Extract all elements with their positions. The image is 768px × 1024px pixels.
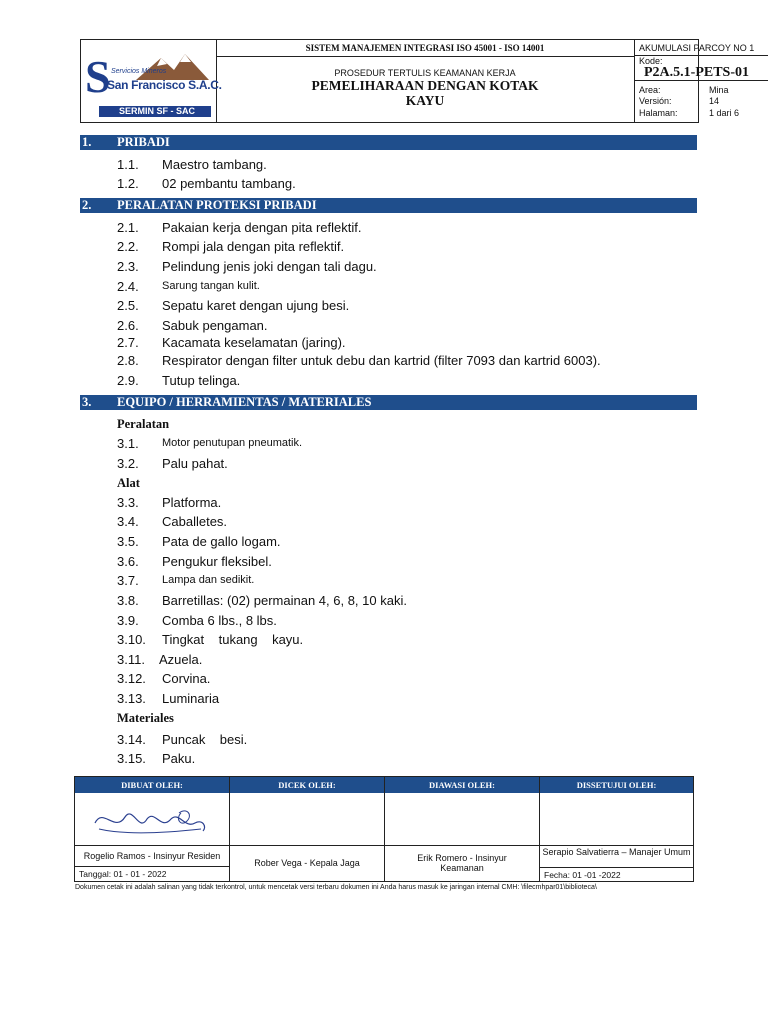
item-text: Pata de gallo logam.: [162, 534, 281, 549]
item-number: 2.3.: [117, 259, 139, 274]
item-number: 3.3.: [117, 495, 139, 510]
item-number: 3.5.: [117, 534, 139, 549]
item-text: Puncak besi.: [162, 732, 248, 747]
item-text: Tutup telinga.: [162, 373, 241, 388]
item-number: 2.8.: [117, 353, 139, 368]
item-text: Rompi jala dengan pita reflektif.: [162, 239, 345, 254]
column-header: DIAWASI OLEH:: [385, 777, 539, 793]
item-text: Luminaria: [162, 691, 220, 706]
signature-column-checked: [230, 777, 385, 881]
section-number: 1.: [82, 135, 92, 149]
kode-value: P2A.5.1-PETS-01: [644, 65, 749, 80]
signature-area: [75, 793, 229, 846]
signature-date: Tanggal: 01 - 01 - 2022: [75, 866, 229, 881]
signature-column-created: [75, 777, 230, 881]
item-number: 3.13.: [117, 691, 146, 706]
item-text: Palu pahat.: [162, 456, 228, 471]
signature-column-approved: [540, 777, 693, 881]
signature-table: [74, 776, 694, 882]
item-text: Platforma.: [162, 495, 222, 510]
item-number: 2.5.: [117, 298, 139, 313]
item-text: Paku.: [162, 751, 196, 766]
signature-date: Fecha: 01 -01 -2022: [540, 867, 693, 882]
svg-text:S: S: [85, 51, 111, 102]
column-header: DISSETUJUI OLEH:: [540, 777, 693, 793]
signer-name: Rogelio Ramos - Insinyur Residen: [83, 851, 221, 861]
version-row: [639, 96, 720, 107]
item-number: 3.7.: [117, 573, 139, 588]
document-subtitle: PROSEDUR TERTULIS KEAMANAN KERJA: [334, 68, 516, 78]
signature-column-supervised: [385, 777, 540, 881]
item-number: 3.15.: [117, 751, 146, 766]
item-text: Sarung tangan kulit.: [162, 280, 260, 292]
system-name: SISTEM MANAJEMEN INTEGRASI ISO 45001 - ISO 14001: [216, 40, 634, 57]
item-number: 1.2.: [117, 176, 139, 191]
item-text: Pengukur fleksibel.: [162, 554, 272, 569]
item-text: Motor penutupan pneumatik.: [162, 437, 303, 449]
item-text: Corvina.: [162, 671, 211, 686]
item-text: Caballetes.: [162, 514, 228, 529]
item-number: 3.11.: [117, 652, 145, 667]
area-label: Area:: [639, 85, 661, 95]
kode-label: Kode:: [639, 56, 663, 66]
item-number: 2.6.: [117, 318, 139, 333]
signer-name: Rober Vega - Kepala Jaga: [254, 858, 360, 868]
section-title: PRIBADI: [117, 135, 170, 149]
item-text: Lampa dan sedikit.: [162, 574, 255, 586]
item-number: 2.1.: [117, 220, 139, 235]
section-title: PERALATAN PROTEKSI PRIBADI: [117, 198, 317, 212]
area-row: [639, 85, 729, 96]
item-text: Sabuk pengaman.: [162, 318, 268, 333]
document-title: PEMELIHARAAN DENGAN KOTAK KAYU: [311, 78, 539, 108]
item-text: Azuela.: [159, 652, 203, 667]
signature-area: [385, 793, 539, 846]
section-bar-2: [80, 198, 697, 213]
area-value: Mina: [709, 85, 729, 95]
item-number: 3.8.: [117, 593, 139, 608]
item-text: Barretillas: (02) permainan 4, 6, 8, 10 kaki.: [162, 593, 407, 608]
handwritten-signature: [75, 793, 225, 845]
item-number: 2.2.: [117, 239, 139, 254]
item-number: 3.10.: [117, 632, 146, 647]
item-number: 3.2.: [117, 456, 139, 471]
signature-area: [230, 793, 384, 846]
page-value: 1 dari 6: [709, 108, 740, 118]
item-number: 3.14.: [117, 732, 146, 747]
item-text: Respirator dengan filter untuk debu dan kartrid (filter 7093 dan kartrid 6003).: [162, 353, 601, 368]
item-number: 2.4.: [117, 279, 139, 294]
logo-text-line1: Servicios Mineros: [111, 68, 167, 75]
item-number: 3.1.: [117, 436, 139, 451]
section-number: 3.: [82, 395, 92, 409]
version-label: Versión:: [639, 96, 672, 106]
footer-disclaimer: Dokumen cetak ini adalah salinan yang tidak terkontrol, untuk mencetak versi terbaru dokumen ini Anda harus masuk ke jaringan internal CMH: \filecmhpar01\biblioteca\: [75, 884, 597, 891]
signer-name: Erik Romero - Insinyur Keamanan: [417, 853, 507, 873]
section-title: EQUIPO / HERRAMIENTAS / MATERIALES: [117, 395, 372, 409]
signer-name: Serapio Salvatierra – Manajer Umum: [542, 847, 691, 857]
section-bar-1: [80, 135, 697, 150]
item-number: 2.9.: [117, 373, 139, 388]
version-value: 14: [709, 96, 720, 106]
document-header: [80, 39, 755, 123]
subheading-alat: Alat: [117, 476, 140, 490]
item-number: 3.4.: [117, 514, 139, 529]
item-text: Maestro tambang.: [162, 157, 267, 172]
item-number: 2.7.: [117, 335, 139, 350]
page-label: Halaman:: [639, 108, 678, 118]
page-row: [639, 108, 740, 119]
section-bar-3: [80, 395, 697, 410]
subheading-materiales: Materiales: [117, 711, 174, 725]
item-text: 02 pembantu tambang.: [162, 176, 296, 191]
logo-text-line2: San Francisco S.A.C.: [107, 78, 222, 92]
item-text: Tingkat tukang kayu.: [162, 632, 304, 647]
subheading-peralatan: Peralatan: [117, 417, 170, 431]
item-number: 3.12.: [117, 671, 146, 686]
item-text: Pakaian kerja dengan pita reflektif.: [162, 220, 362, 235]
item-number: 3.6.: [117, 554, 139, 569]
signature-area: [540, 793, 693, 846]
item-number: 3.9.: [117, 613, 139, 628]
section-number: 2.: [82, 198, 92, 212]
item-text: Pelindung jenis joki dengan tali dagu.: [162, 259, 377, 274]
accumulation-label: AKUMULASI PARCOY NO 1: [634, 40, 768, 56]
item-number: 1.1.: [117, 157, 139, 172]
item-text: Comba 6 lbs., 8 lbs.: [162, 613, 277, 628]
item-text: Sepatu karet dengan ujung besi.: [162, 298, 350, 313]
column-header: DICEK OLEH:: [230, 777, 384, 793]
column-header: DIBUAT OLEH:: [75, 777, 229, 793]
item-text: Kacamata keselamatan (jaring).: [162, 335, 346, 350]
company-logo: [81, 40, 222, 122]
logo-text-line3: SERMIN SF - SAC: [118, 106, 195, 116]
